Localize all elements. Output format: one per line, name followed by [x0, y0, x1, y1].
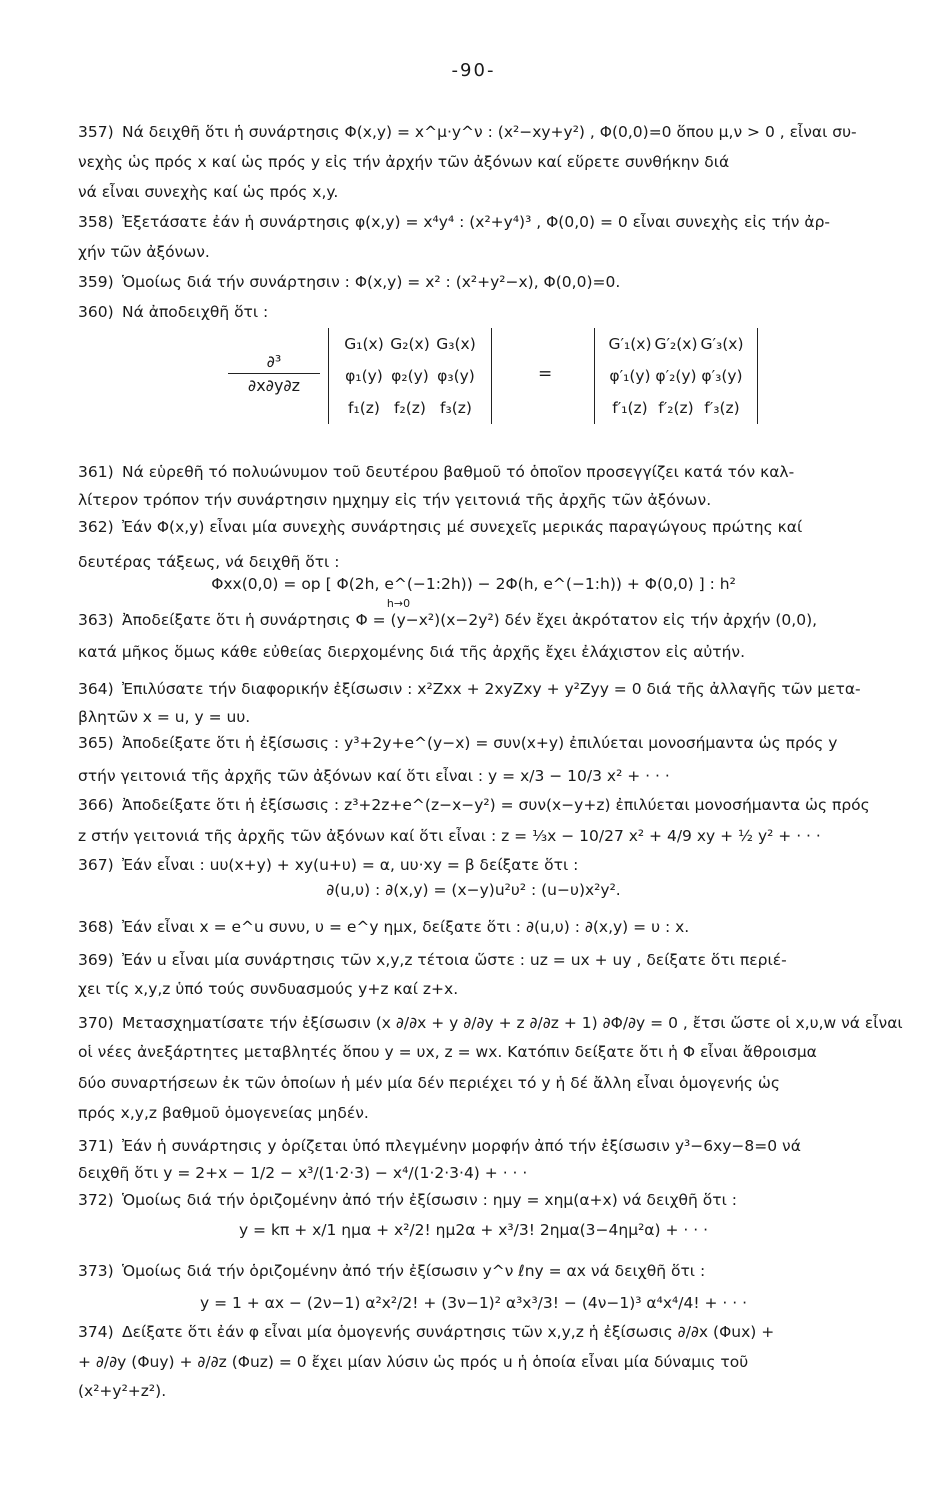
- problem-continuation-line: [78, 1352, 927, 1372]
- problem-text-span: + ∂/∂y (Φuy) + ∂/∂z (Φuz) = 0 ἔχει μίαν λύσιν ὡς πρός u ἡ ὁποία εἶναι μία δύναμις τοῦ: [78, 1353, 749, 1371]
- problem-continuation-line: [0, 1293, 947, 1313]
- problem-line: [78, 610, 927, 630]
- determinant-identity: [228, 320, 788, 430]
- problem-text-span: Ἀποδείξατε ὅτι ἡ ἐξίσωσις : z³+2z+e^(z−x−y²) = συν(x−y+z) ἐπιλύεται μονοσήμαντα ὡς πρός: [122, 796, 870, 814]
- det-cell: G₃(x): [436, 335, 476, 353]
- problem-text-span: z στήν γειτονιά τῆς ἀρχῆς τῶν ἀξόνων καί ὅτι εἶναι : z = ⅓x − 10/27 x² + 4/9 xy + ½ y² + · · ·: [78, 827, 821, 845]
- problem-number: 369): [78, 951, 114, 969]
- problem-text-span: δύο συναρτήσεων ἐκ τῶν ὁποίων ἡ μέν μία δέν περιέχει τό y ἡ δέ ἄλλη εἶναι ὁμογενής ὡς: [78, 1074, 781, 1092]
- problem-text-span: Δείξατε ὅτι ἐάν φ εἶναι μία ὁμογενής συνάρτησις τῶν x,y,z ἡ ἐξίσωσις ∂/∂x (Φux) +: [122, 1323, 775, 1341]
- problem-text-span: δειχθῆ ὅτι y = 2+x − 1/2 − x³/(1·2·3) − x⁴/(1·2·3·4) + · · ·: [78, 1164, 528, 1182]
- problem-text-span: y = kπ + x/1 ημα + x²/2! ημ2α + x³/3! 2ημα(3−4ημ²α) + · · ·: [238, 1221, 709, 1239]
- problem-line: [78, 679, 927, 699]
- problem-text-span: Νά εὑρεθῆ τό πολυώνυμον τοῦ δευτέρου βαθμοῦ τό ὁποῖον προσεγγίζει κατά τόν καλ-: [122, 463, 795, 481]
- problem-line: [78, 795, 927, 815]
- problem-line: [78, 212, 927, 232]
- problem-continuation-line: [78, 152, 927, 172]
- problem-continuation-line: [78, 1042, 927, 1062]
- problem-text-span: λίτερον τρόπον τήν συνάρτησιν ημχημy εἰς τήν γειτονιά τῆς ἀρχῆς τῶν ἀξόνων.: [78, 491, 712, 509]
- problem-text-span: χήν τῶν ἀξόνων.: [78, 243, 210, 261]
- problem-text-span: y = 1 + αx − (2ν−1) α²x²/2! + (3ν−1)² α³x³/3! − (4ν−1)³ α⁴x⁴/4! + · · ·: [199, 1294, 748, 1312]
- problem-text-span: οἱ νέες ἀνεξάρτητες μεταβλητές ὅπου y = υx, z = wx. Κατόπιν δείξατε ὅτι ἡ Φ εἶναι ἄθροισμα: [78, 1043, 817, 1061]
- problem-continuation-line: [78, 1163, 927, 1183]
- problem-continuation-line: [78, 642, 927, 662]
- problem-continuation-line: [0, 574, 947, 594]
- det-cell: f₁(z): [348, 399, 380, 417]
- det-cell: G′₃(x): [700, 335, 744, 353]
- problem-number: 359): [78, 273, 114, 291]
- problem-line: [78, 1261, 927, 1281]
- problem-text-span: h→0: [386, 597, 411, 610]
- det-cell: G′₂(x): [654, 335, 698, 353]
- partial-operator: [228, 352, 320, 395]
- problem-line: [78, 950, 927, 970]
- problem-text-span: Ἀποδείξατε ὅτι ἡ ἐξίσωσις : y³+2y+e^(y−x) = συν(x+y) ἐπιλύεται μονοσήμαντα ὡς πρός y: [122, 734, 838, 752]
- problem-line: [78, 272, 927, 292]
- operator-numerator: ∂³: [228, 352, 320, 374]
- problem-continuation-line: [78, 182, 927, 202]
- det-cell: G₂(x): [390, 335, 430, 353]
- det-cell: f₃(z): [440, 399, 472, 417]
- det-cell: φ′₁(y): [609, 367, 651, 385]
- problem-text-span: Ὁμοίως διά τήν ὁριζομένην ἀπό τήν ἐξίσωσιν y^ν ℓny = αx νά δειχθῆ ὅτι :: [122, 1262, 706, 1280]
- problem-continuation-line: [78, 552, 927, 572]
- problem-continuation-line: [78, 707, 927, 727]
- problem-text-span: Ὁμοίως διά τήν συνάρτησιν : Φ(x,y) = x² : (x²+y²−x), Φ(0,0)=0.: [122, 273, 621, 291]
- problem-text-span: νά εἶναι συνεχὴς καί ὡς πρός x,y.: [78, 183, 339, 201]
- problem-text-span: Ἐπιλύσατε τήν διαφορικήν ἐξίσωσιν : x²Zxx + 2xyZxy + y²Zyy = 0 διά τῆς ἀλλαγῆς τῶν μετα-: [122, 680, 861, 698]
- det-cell: G₁(x): [344, 335, 384, 353]
- problem-continuation-line: [78, 1103, 927, 1123]
- problem-line: [78, 733, 927, 753]
- problem-number: 358): [78, 213, 114, 231]
- problem-line: [78, 517, 927, 537]
- problem-number: 360): [78, 303, 114, 321]
- problem-text-span: βλητῶν x = u, y = uυ.: [78, 708, 251, 726]
- problem-number: 357): [78, 123, 114, 141]
- problem-line: [78, 122, 927, 142]
- problem-continuation-line: [78, 1381, 927, 1401]
- det-cell: f₂(z): [394, 399, 426, 417]
- det-cell: φ₃(y): [437, 367, 475, 385]
- problem-text-span: νεχὴς ὡς πρός x καί ὡς πρός y εἰς τήν ἀρχήν τῶν ἀξόνων καί εὕρετε συνθήκην διά: [78, 153, 730, 171]
- problem-continuation-line: [78, 1073, 927, 1093]
- problem-text-span: χει τίς x,y,z ὑπό τούς συνδυασμούς y+z καί z+x.: [78, 980, 459, 998]
- problem-number: 370): [78, 1014, 114, 1032]
- problem-number: 371): [78, 1137, 114, 1155]
- left-determinant: [328, 328, 492, 424]
- problem-text-span: Ἐάν u εἶναι μία συνάρτησις τῶν x,y,z τέτοια ὥστε : uz = ux + uy , δείξατε ὅτι περιέ-: [122, 951, 787, 969]
- problem-text-span: πρός x,y,z βαθμοῦ ὁμογενείας μηδέν.: [78, 1104, 369, 1122]
- problem-number: 366): [78, 796, 114, 814]
- problem-text-span: δευτέρας τάξεως, νά δειχθῆ ὅτι :: [78, 553, 340, 571]
- problem-line: [78, 462, 927, 482]
- problem-text-span: ∂(u,υ) : ∂(x,y) = (x−y)u²υ² : (u−υ)x²y².: [326, 881, 621, 899]
- page-number: -90-: [451, 60, 496, 81]
- problem-text-span: Ὁμοίως διά τήν ὁριζομένην ἀπό τήν ἐξίσωσιν : ημy = xημ(α+x) νά δειχθῆ ὅτι :: [122, 1191, 737, 1209]
- det-cell: G′₁(x): [608, 335, 652, 353]
- problem-text-span: Μετασχηματίσατε τήν ἐξίσωσιν (x ∂/∂x + y ∂/∂y + z ∂/∂z + 1) ∂Φ/∂y = 0 , ἔτσι ὥστε οἱ x,υ,w νά εἶναι: [122, 1014, 903, 1032]
- det-cell: φ₁(y): [345, 367, 383, 385]
- det-cell: φ₂(y): [391, 367, 429, 385]
- problem-line: [78, 1322, 927, 1342]
- problem-text-span: κατά μῆκος ὅμως κάθε εὐθείας διερχομένης διά τῆς ἀρχῆς ἔχει ἐλάχιστον εἰς αὐτήν.: [78, 643, 746, 661]
- problem-continuation-line: [78, 826, 927, 846]
- problem-number: 374): [78, 1323, 114, 1341]
- problem-text-span: Ἐάν εἶναι : uυ(x+y) + xy(u+υ) = α, uυ·xy = β δείξατε ὅτι :: [122, 856, 579, 874]
- det-cell: f′₁(z): [612, 399, 648, 417]
- problem-text-span: Φxx(0,0) = op [ Φ(2h, e^(−1:2h)) − 2Φ(h, e^(−1:h)) + Φ(0,0) ] : h²: [211, 575, 736, 593]
- problem-number: 368): [78, 918, 114, 936]
- problem-text-span: Ἀποδείξατε ὅτι ἡ συνάρτησις Φ = (y−x²)(x−2y²) δέν ἔχει ἀκρότατον εἰς τήν ἀρχήν (0,0),: [122, 611, 818, 629]
- det-cell: φ′₂(y): [655, 367, 697, 385]
- problem-line: [78, 917, 927, 937]
- problem-continuation-line: [78, 766, 927, 786]
- problem-continuation-line: [78, 979, 927, 999]
- det-cell: f′₂(z): [658, 399, 694, 417]
- equals-sign: =: [538, 364, 553, 384]
- problem-continuation-line: [78, 242, 927, 262]
- problem-text-span: Ἐάν ἡ συνάρτησις y ὁρίζεται ὑπό πλεγμένην μορφήν ἀπό τήν ἐξίσωσιν y³−6xy−8=0 νά: [122, 1137, 801, 1155]
- det-cell: φ′₃(y): [701, 367, 743, 385]
- problem-text-span: Νά ἀποδειχθῆ ὅτι :: [122, 303, 269, 321]
- operator-denominator: ∂x∂y∂z: [247, 376, 301, 395]
- problem-text-span: (x²+y²+z²).: [78, 1382, 167, 1400]
- problem-line: [78, 855, 927, 875]
- problem-number: 367): [78, 856, 114, 874]
- problem-continuation-line: [78, 490, 927, 510]
- problem-number: 363): [78, 611, 114, 629]
- problem-line: [78, 1136, 927, 1156]
- problem-text-span: Ἐξετάσατε ἐάν ἡ συνάρτησις φ(x,y) = x⁴y⁴ : (x²+y⁴)³ , Φ(0,0) = 0 εἶναι συνεχὴς εἰς τήν ἀρ-: [122, 213, 830, 231]
- problem-number: 361): [78, 463, 114, 481]
- problem-text-span: Ἐάν εἶναι x = e^u συνυ, υ = e^y ημx, δείξατε ὅτι : ∂(u,υ) : ∂(x,y) = υ : x.: [122, 918, 690, 936]
- problem-line: [78, 1190, 927, 1210]
- problem-line: [78, 1013, 927, 1033]
- problem-continuation-line: [0, 1220, 947, 1240]
- problem-number: 365): [78, 734, 114, 752]
- right-determinant: [594, 328, 758, 424]
- problem-number: 373): [78, 1262, 114, 1280]
- problem-text-span: Ἐάν Φ(x,y) εἶναι μία συνεχὴς συνάρτησις μέ συνεχεῖς μερικάς παραγώγους πρώτης καί: [122, 518, 803, 536]
- problem-line: [78, 302, 927, 322]
- problem-text-span: στήν γειτονιά τῆς ἀρχῆς τῶν ἀξόνων καί ὅτι εἶναι : y = x/3 − 10/3 x² + · · ·: [78, 767, 670, 785]
- problem-text-span: Νά δειχθῆ ὅτι ἡ συνάρτησις Φ(x,y) = x^μ·y^ν : (x²−xy+y²) , Φ(0,0)=0 ὅπου μ,ν > 0 , εἶναι συ-: [122, 123, 857, 141]
- problem-continuation-line: [0, 880, 947, 900]
- problem-number: 364): [78, 680, 114, 698]
- problem-number: 372): [78, 1191, 114, 1209]
- problem-number: 362): [78, 518, 114, 536]
- det-cell: f′₃(z): [704, 399, 740, 417]
